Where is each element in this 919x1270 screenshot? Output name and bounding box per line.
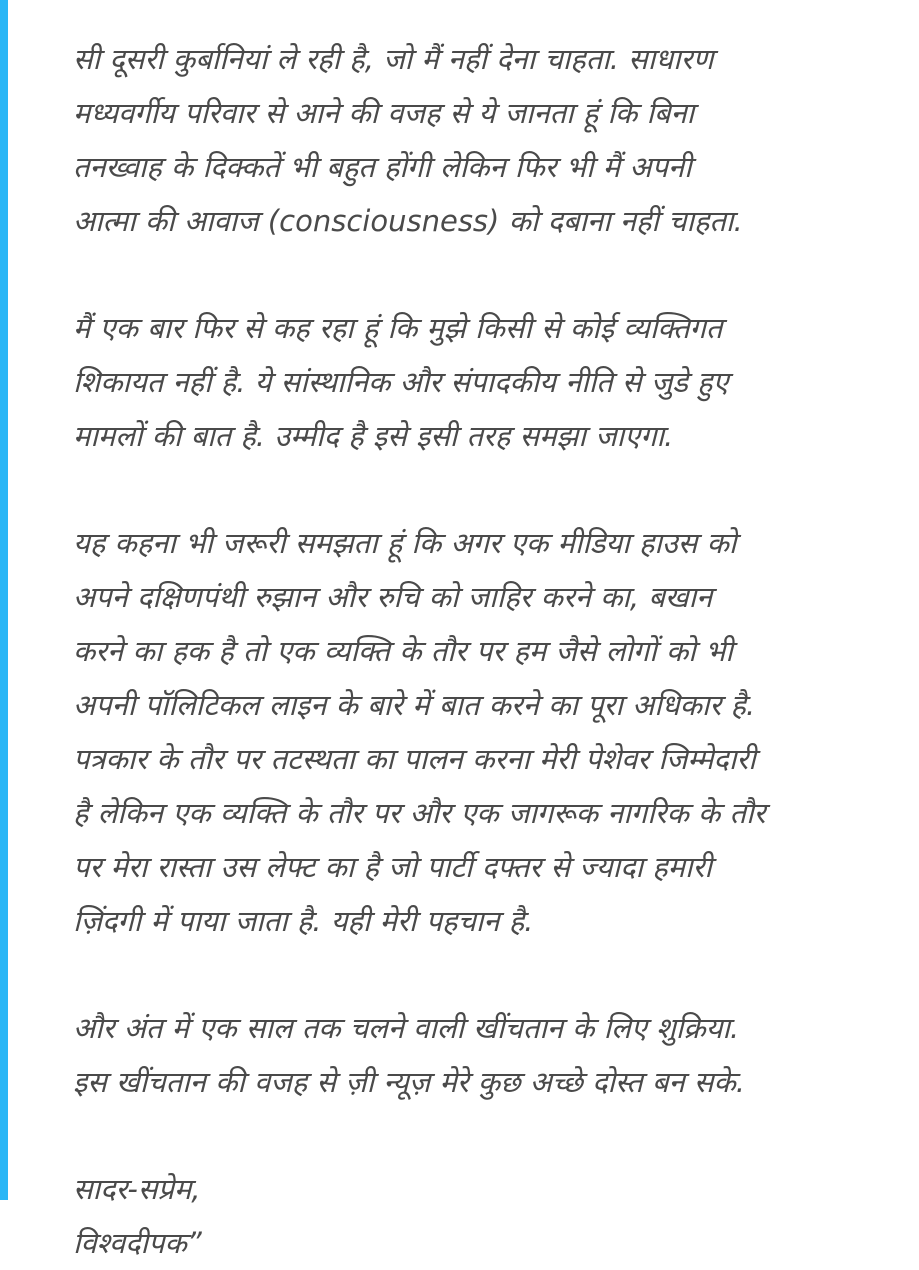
text-line: मध्यवर्गीय परिवार से आने की वजह से ये जानता हूं कि बिना bbox=[73, 96, 695, 130]
paragraph-resignation-reason bbox=[73, 0, 873, 248]
text-line: शिकायत नहीं है. ये सांस्थानिक और संपादकीय नीति से जुडे हुए bbox=[73, 365, 729, 399]
text-line: मैं एक बार फिर से कह रहा हूं कि मुझे किसी से कोई व्यक्तिगत bbox=[73, 311, 723, 345]
paragraph-political-line bbox=[73, 516, 873, 948]
signature-name: विश्वदीपक” bbox=[73, 1226, 202, 1260]
text-line: पर मेरा रास्ता उस लेफ्ट का है जो पार्टी दफ्तर से ज्यादा हमारी bbox=[73, 850, 712, 884]
text-line: आत्मा की आवाज (consciousness) को दबाना नहीं चाहता. bbox=[73, 204, 743, 238]
text-line: सी दूसरी कुर्बानियां ले रही है, जो मैं नहीं देना चाहता. साधारण bbox=[73, 42, 714, 76]
text-line: ज़िंदगी में पाया जाता है. यही मेरी पहचान है. bbox=[73, 904, 534, 938]
text-line: इस खींचतान की वजह से ज़ी न्यूज़ मेरे कुछ अच्छे दोस्त बन सके. bbox=[73, 1065, 746, 1099]
text-line: मामलों की बात है. उम्मीद है इसे इसी तरह समझा जाएगा. bbox=[73, 419, 674, 453]
paragraph-no-personal-complaint bbox=[73, 301, 873, 463]
letter-body bbox=[73, 0, 873, 1270]
quote-left-border bbox=[0, 0, 8, 1200]
text-line: अपनी पॉलिटिकल लाइन के बारे में बात करने का पूरा अधिकार है. bbox=[73, 688, 756, 722]
text-line: अपने दक्षिणपंथी रुझान और रुचि को जाहिर करने का, बखान bbox=[73, 580, 713, 614]
text-line: है लेकिन एक व्यक्ति के तौर पर और एक जागरूक नागरिक के तौर bbox=[73, 796, 766, 830]
text-line: करने का हक है तो एक व्यक्ति के तौर पर हम जैसे लोगों को भी bbox=[73, 634, 733, 668]
text-line: तनख्वाह के दिक्कतें भी बहुत होंगी लेकिन फिर भी मैं अपनी bbox=[73, 150, 692, 184]
text-line: यह कहना भी जरूरी समझता हूं कि अगर एक मीडिया हाउस को bbox=[73, 526, 737, 560]
text-line: पत्रकार के तौर पर तटस्थता का पालन करना मेरी पेशेवर जिम्मेदारी bbox=[73, 742, 756, 776]
salutation: सादर-सप्रेम, bbox=[73, 1172, 201, 1206]
signature-block bbox=[73, 1162, 873, 1270]
paragraph-thanks bbox=[73, 1001, 873, 1109]
text-line bbox=[73, 0, 873, 32]
text-line: और अंत में एक साल तक चलने वाली खींचतान के लिए शुक्रिया. bbox=[73, 1011, 740, 1045]
